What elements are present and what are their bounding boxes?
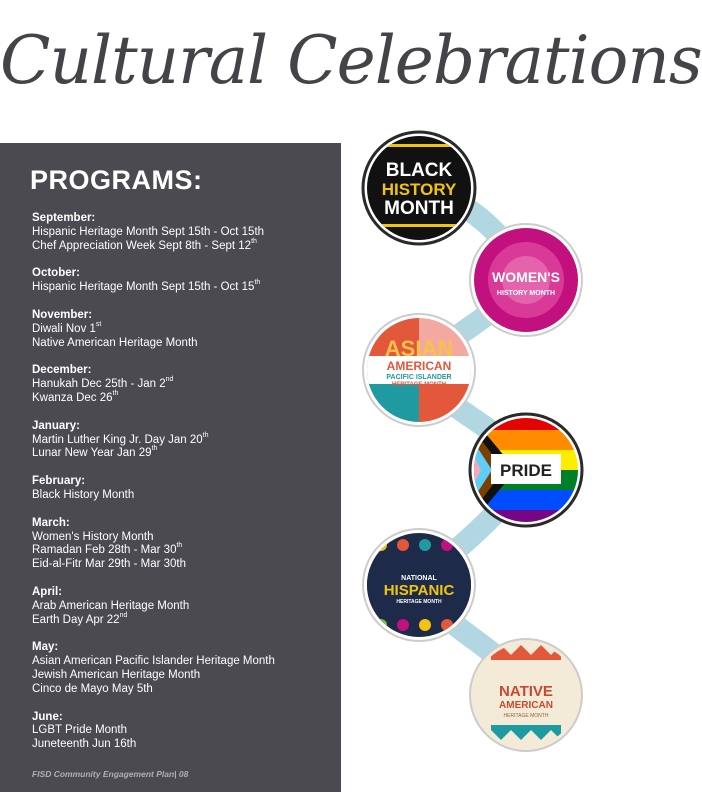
event-ordinal: th	[151, 445, 158, 453]
event-text: Earth Day Apr 22	[32, 613, 120, 626]
month-name: May:	[32, 641, 59, 654]
month-name: February:	[32, 475, 86, 488]
event-text: Kwanza Dec 26	[32, 391, 113, 404]
event-item	[32, 531, 337, 545]
event-item	[32, 489, 337, 503]
month-name: September:	[32, 212, 96, 224]
event-item	[32, 431, 337, 448]
event-ordinal: th	[202, 431, 209, 439]
event-text: Lunar New Year Jan 29	[32, 447, 152, 460]
event-item	[32, 226, 337, 240]
month-block	[32, 267, 337, 295]
celebration-badges	[341, 120, 612, 760]
event-ordinal: th	[112, 389, 119, 397]
event-item	[32, 600, 337, 614]
badge-asian-line4: HERITAGE MONTH	[391, 382, 447, 388]
event-text: Black History Month	[32, 488, 135, 501]
month-block	[32, 586, 337, 627]
event-ordinal: th	[251, 237, 257, 245]
event-item	[32, 655, 337, 669]
event-text: Women's History Month	[32, 530, 154, 543]
badge-pride-label: PRIDE	[500, 461, 552, 480]
event-text: Ramadan Feb 28th - Mar 30	[32, 544, 177, 557]
event-text: Hispanic Heritage Month Sept 15th - Oct 15	[32, 281, 255, 294]
event-ordinal: st	[95, 320, 102, 328]
month-block	[32, 212, 337, 253]
event-item	[32, 683, 337, 697]
badge-asian-line1: ASIAN	[384, 336, 454, 361]
event-item	[32, 738, 337, 752]
month-name: March:	[32, 516, 70, 529]
event-text: Native American Heritage Month	[32, 336, 198, 349]
badge-native-line2: AMERICAN	[499, 700, 553, 711]
month-block	[32, 309, 337, 350]
event-item	[32, 237, 337, 254]
event-text: Cinco de Mayo May 5th	[32, 682, 153, 695]
month-block	[32, 364, 337, 405]
event-text: Juneteenth Jun 16th	[32, 738, 137, 751]
event-text: Hanukah Dec 25th - Jan 2	[32, 378, 166, 391]
badge-native-line3: HERITAGE MONTH	[503, 713, 549, 719]
month-name: April:	[32, 585, 63, 598]
event-text: Martin Luther King Jr. Day Jan 20	[32, 433, 203, 446]
event-item	[32, 337, 337, 351]
event-ordinal: th	[254, 279, 261, 287]
event-text: Diwali Nov 1	[32, 322, 96, 335]
badge-asian-line2: AMERICAN	[386, 359, 452, 373]
month-block	[32, 517, 337, 572]
badge-black-line1: BLACK	[385, 160, 453, 181]
event-item	[32, 669, 337, 683]
badge-hispanic-line1: NATIONAL	[401, 575, 437, 582]
event-item	[32, 389, 337, 406]
event-item	[32, 320, 337, 337]
month-name: October:	[32, 267, 80, 280]
event-text: Asian American Pacific Islander Heritage Month	[32, 655, 275, 668]
event-text: Arab American Heritage Month	[32, 599, 190, 612]
month-block	[32, 641, 337, 696]
event-item	[32, 544, 337, 558]
month-name: January:	[32, 419, 80, 432]
event-text: Chef Appreciation Week Sept 8th - Sept 12	[32, 239, 252, 252]
footer-text: FISD Community Engagement Plan| 08	[32, 769, 189, 779]
badge-hispanic-line3: HERITAGE MONTH	[396, 599, 442, 605]
badge-asian-line3: PACIFIC ISLANDER	[386, 374, 452, 381]
event-ordinal: th	[176, 542, 183, 550]
month-block	[32, 475, 337, 503]
event-item	[32, 724, 337, 738]
event-text: Hispanic Heritage Month Sept 15th - Oct 15th	[32, 225, 265, 238]
event-text: LGBT Pride Month	[32, 724, 128, 737]
native-american-badge	[470, 639, 582, 751]
event-ordinal: nd	[165, 376, 174, 384]
badge-womens-line2: HISTORY MONTH	[496, 290, 556, 297]
event-item	[32, 281, 337, 295]
months-list	[32, 212, 337, 766]
event-text: Eid-al-Fitr Mar 29th - Mar 30th	[32, 558, 187, 571]
event-text: Jewish American Heritage Month	[32, 668, 201, 681]
badge-womens-line1: WOMEN'S	[492, 269, 560, 285]
badge-native-line1: NATIVE	[499, 683, 553, 700]
month-name: June:	[32, 710, 63, 723]
event-item	[32, 558, 337, 572]
page-title: Cultural Celebrations	[0, 22, 702, 99]
badge-hispanic-line2: HISPANIC	[383, 582, 455, 599]
event-item	[32, 447, 337, 461]
badge-black-line3: MONTH	[384, 198, 454, 219]
programs-heading: PROGRAMS:	[30, 165, 203, 195]
event-item	[32, 378, 337, 392]
month-name: December:	[32, 364, 92, 377]
month-name: November:	[32, 308, 93, 321]
event-ordinal: nd	[119, 611, 128, 619]
black-history-badge	[361, 130, 481, 250]
month-block	[32, 420, 337, 461]
badge-black-line2: HISTORY	[381, 180, 457, 199]
month-block	[32, 711, 337, 752]
event-item	[32, 611, 337, 628]
